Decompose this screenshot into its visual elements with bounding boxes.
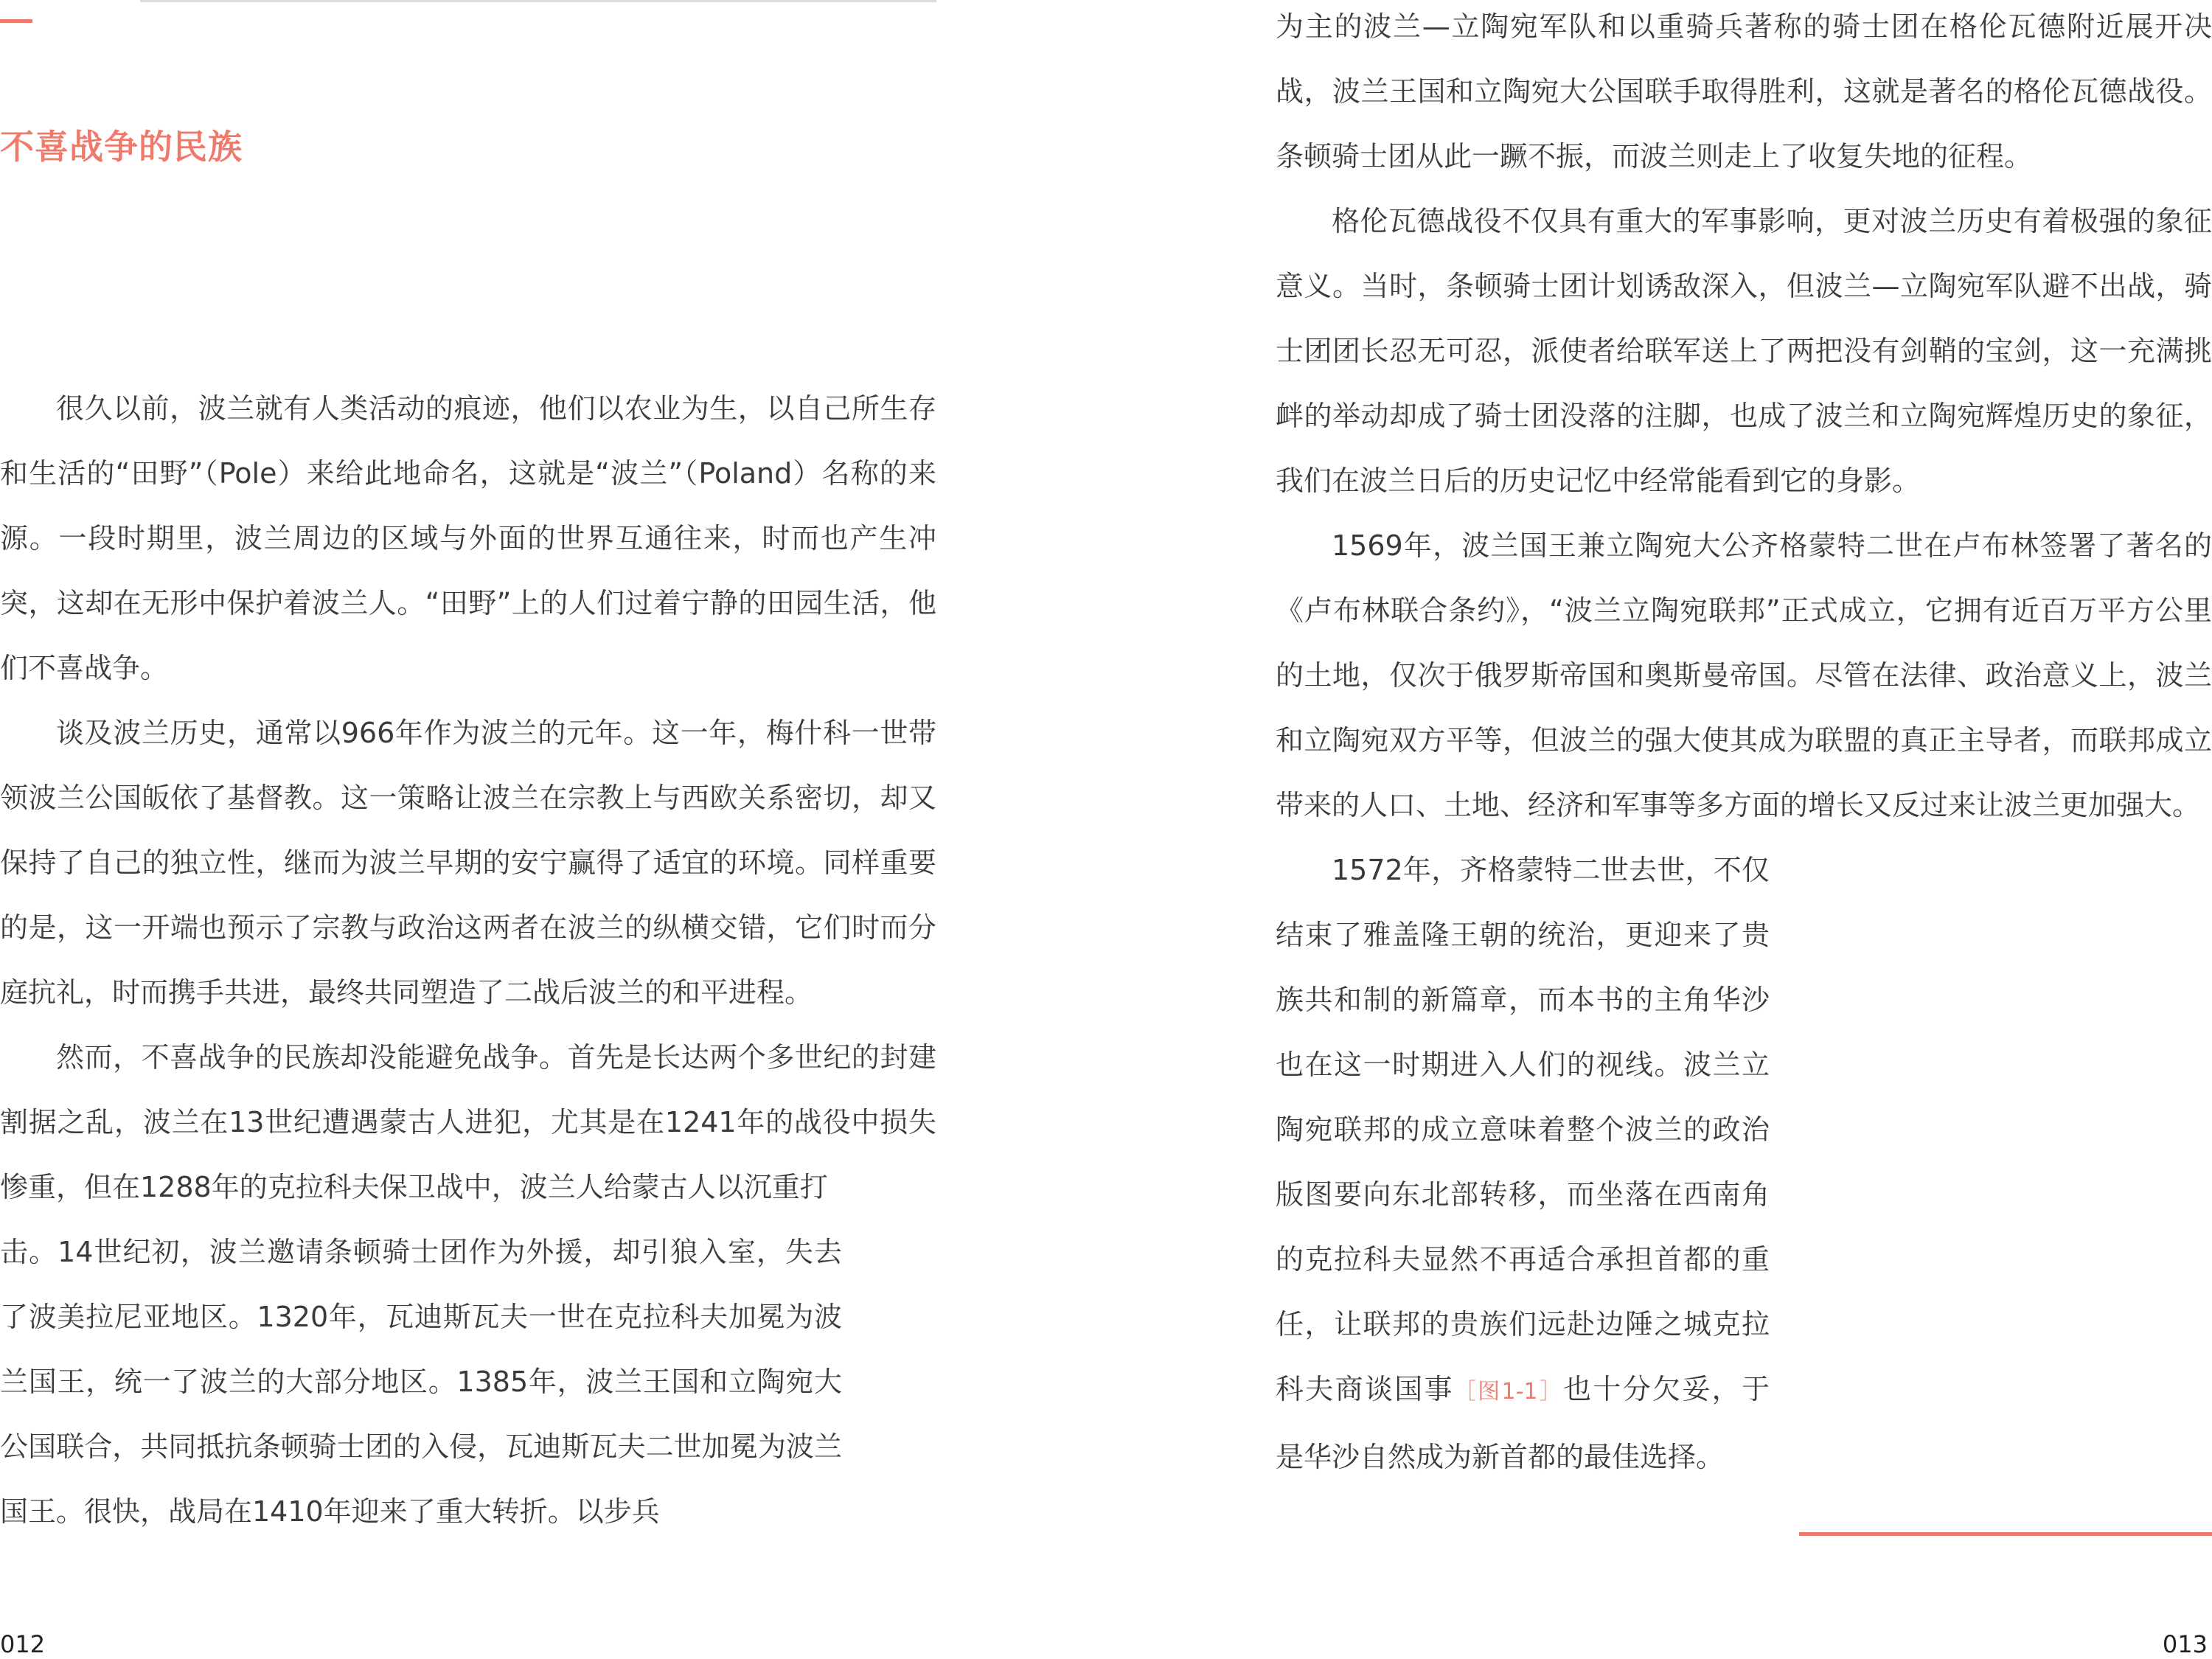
paragraph-continuation: 击。14世纪初，波兰邀请条顿骑士团作为外援，却引狼入室，失去了波美拉尼亚地区。1320年，瓦迪斯瓦夫一世在克拉科夫加冕为波兰国王，统一了波兰的大部分地区。1385年，波兰王国和立陶宛大公国联合，共同抵抗条顿骑士团的入侵，瓦迪斯瓦夫二世加冕为波兰国王。很快，战局在1410年迎来了重大转折。以步兵 — [0, 1236, 842, 1528]
paragraph: 谈及波兰历史，通常以966年作为波兰的元年。这一年，梅什科一世带领波兰公国皈依了基督教。这一策略让波兰在宗教上与西欧关系密切，却又保持了自己的独立性，继而为波兰早期的安宁赢得了适宜的环境。同样重要的是，这一开端也预示了宗教与政治这两者在波兰的纵横交错，它们时而分庭抗礼，时而携手共进，最终共同塑造了二战后波兰的和平进程。 — [0, 717, 936, 1009]
paragraph-continued: 为主的波兰—立陶宛军队和以重骑兵著称的骑士团在格伦瓦德附近展开决战，波兰王国和立陶宛大公国联手取得胜利，这就是著名的格伦瓦德战役。条顿骑士团从此一蹶不振，而波兰则走上了收复失地的征程。 — [1276, 10, 2212, 173]
page-number-right: 013 — [2162, 1630, 2208, 1658]
paragraph: 然而，不喜战争的民族却没能避免战争。首先是长达两个多世纪的封建割据之乱，波兰在13世纪遭遇蒙古人进犯，尤其是在1241年的战役中损失惨重，但在1288年的克拉科夫保卫战中，波兰人给蒙古人以沉重打 — [0, 1041, 936, 1203]
paragraph-text: 1572年，齐格蒙特二世去世，不仅结束了雅盖隆王朝的统治，更迎来了贵族共和制的新篇章，而本书的主角华沙也在这一时期进入人们的视线。波兰立陶宛联邦的成立意味着整个波兰的政治版图要向东北部转移，而坐落在西南角的克拉科夫显然不再适合承担首都的重任，让联邦的贵族们远赴边陲之城克拉科夫商谈国事 — [1276, 854, 1770, 1405]
figure-divider-rule — [1799, 1532, 2212, 1536]
chapter-accent-dash — [0, 19, 32, 23]
page-number-left: 012 — [0, 1630, 46, 1658]
left-page-body — [0, 376, 936, 1544]
figure-reference[interactable]: ［图1-1］ — [1453, 1379, 1564, 1405]
paragraph: 1569年，波兰国王兼立陶宛大公齐格蒙特二世在卢布林签署了著名的《卢布林联合条约》，“波兰立陶宛联邦”正式成立，它拥有近百万平方公里的土地，仅次于俄罗斯帝国和奥斯曼帝国。尽管在法律、政治意义上，波兰和立陶宛双方平等，但波兰的强大使其成为联盟的真正主导者，而联邦成立带来的人口、土地、经济和军事等多方面的增长又反过来让波兰更加强大。 — [1276, 529, 2212, 821]
paragraph: 很久以前，波兰就有人类活动的痕迹，他们以农业为生，以自己所生存和生活的“田野”（Pole）来给此地命名，这就是“波兰”（Poland）名称的来源。一段时期里，波兰周边的区域与外面的世界互通往来，时而也产生冲突，这却在无形中保护着波兰人。“田野”上的人们过着宁静的田园生活，他们不喜战争。 — [0, 392, 936, 684]
paragraph-text: 也十分欠妥，于是华沙自然成为新首都的最佳选择。 — [1276, 1373, 1770, 1473]
right-page-body — [1276, 0, 2212, 1489]
paragraph: 格伦瓦德战役不仅具有重大的军事影响，更对波兰历史有着极强的象征意义。当时，条顿骑士团计划诱敌深入，但波兰—立陶宛军队避不出战，骑士团团长忍无可忍，派使者给联军送上了两把没有剑鞘的宝剑，这一充满挑衅的举动却成了骑士团没落的注脚，也成了波兰和立陶宛辉煌历史的象征，我们在波兰日后的历史记忆中经常能看到它的身影。 — [1276, 205, 2212, 497]
chapter-title: 不喜战争的民族 — [0, 127, 243, 167]
header-rule — [140, 0, 936, 2]
paragraph — [1276, 838, 1770, 1489]
